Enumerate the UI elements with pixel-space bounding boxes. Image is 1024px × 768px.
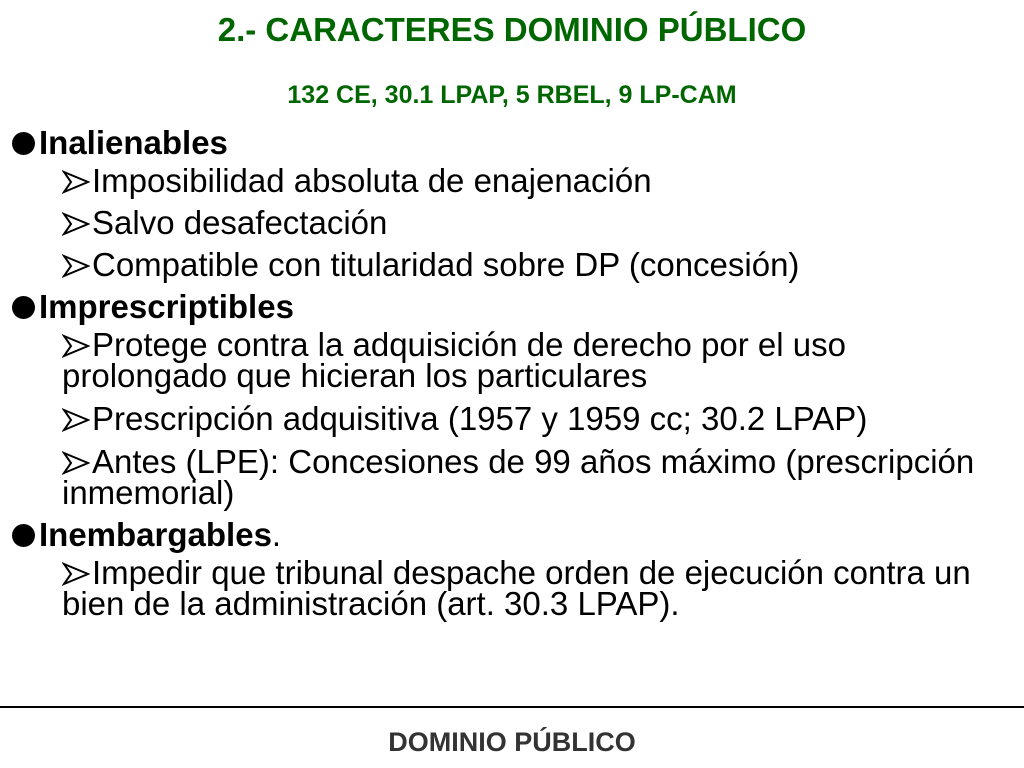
arrowhead-right-icon [62,403,92,434]
filled-circle-icon [12,524,35,547]
section-heading [12,286,1012,328]
filled-circle-icon [12,296,35,319]
slide-title: 2.- CARACTERES DOMINIO PÚBLICO [217,11,807,48]
slide-subtitle: 132 CE, 30.1 LPAP, 5 RBEL, 9 LP-CAM [287,81,737,109]
list-item [62,162,1007,199]
list-item-text: Antes (LPE): Concesiones de 99 años máximo (prescripción inmemorial) [62,443,975,511]
slide-content [12,122,1012,631]
list-item-text: Imposibilidad absoluta de enajenación [92,162,652,199]
footer-divider [0,706,1024,708]
list-item [62,400,1007,437]
arrowhead-right-icon [62,165,92,196]
list-item [62,554,1007,622]
list-item [62,443,1007,511]
section-heading-label: Imprescriptibles [39,288,294,325]
list-item [62,326,1007,394]
list-item-text: Impedir que tribunal despache orden de ejecución contra un bien de la administración (art. 30.3 LPAP). [62,554,971,622]
list-item-text: Salvo desafectación [92,204,388,241]
arrowhead-right-icon [62,557,92,588]
section-heading [12,514,1012,556]
section-heading-label: Inalienables [39,124,228,161]
list-item-text: Compatible con titularidad sobre DP (concesión) [92,246,800,283]
section-heading-label: Inembargables [39,516,272,553]
list-item-text: Protege contra la adquisición de derecho por el uso prolongado que hicieran los particulares [62,326,846,394]
list-item [62,204,1007,241]
arrowhead-right-icon [62,249,92,280]
list-item [62,246,1007,283]
slide-footer: DOMINIO PÚBLICO [388,727,636,757]
arrowhead-right-icon [62,329,92,360]
filled-circle-icon [12,132,35,155]
arrowhead-right-icon [62,207,92,238]
list-item-text: Prescripción adquisitiva (1957 y 1959 cc; 30.2 LPAP) [92,400,868,437]
arrowhead-right-icon [62,446,92,477]
section-heading [12,122,1012,164]
section-heading-suffix: . [271,516,282,553]
